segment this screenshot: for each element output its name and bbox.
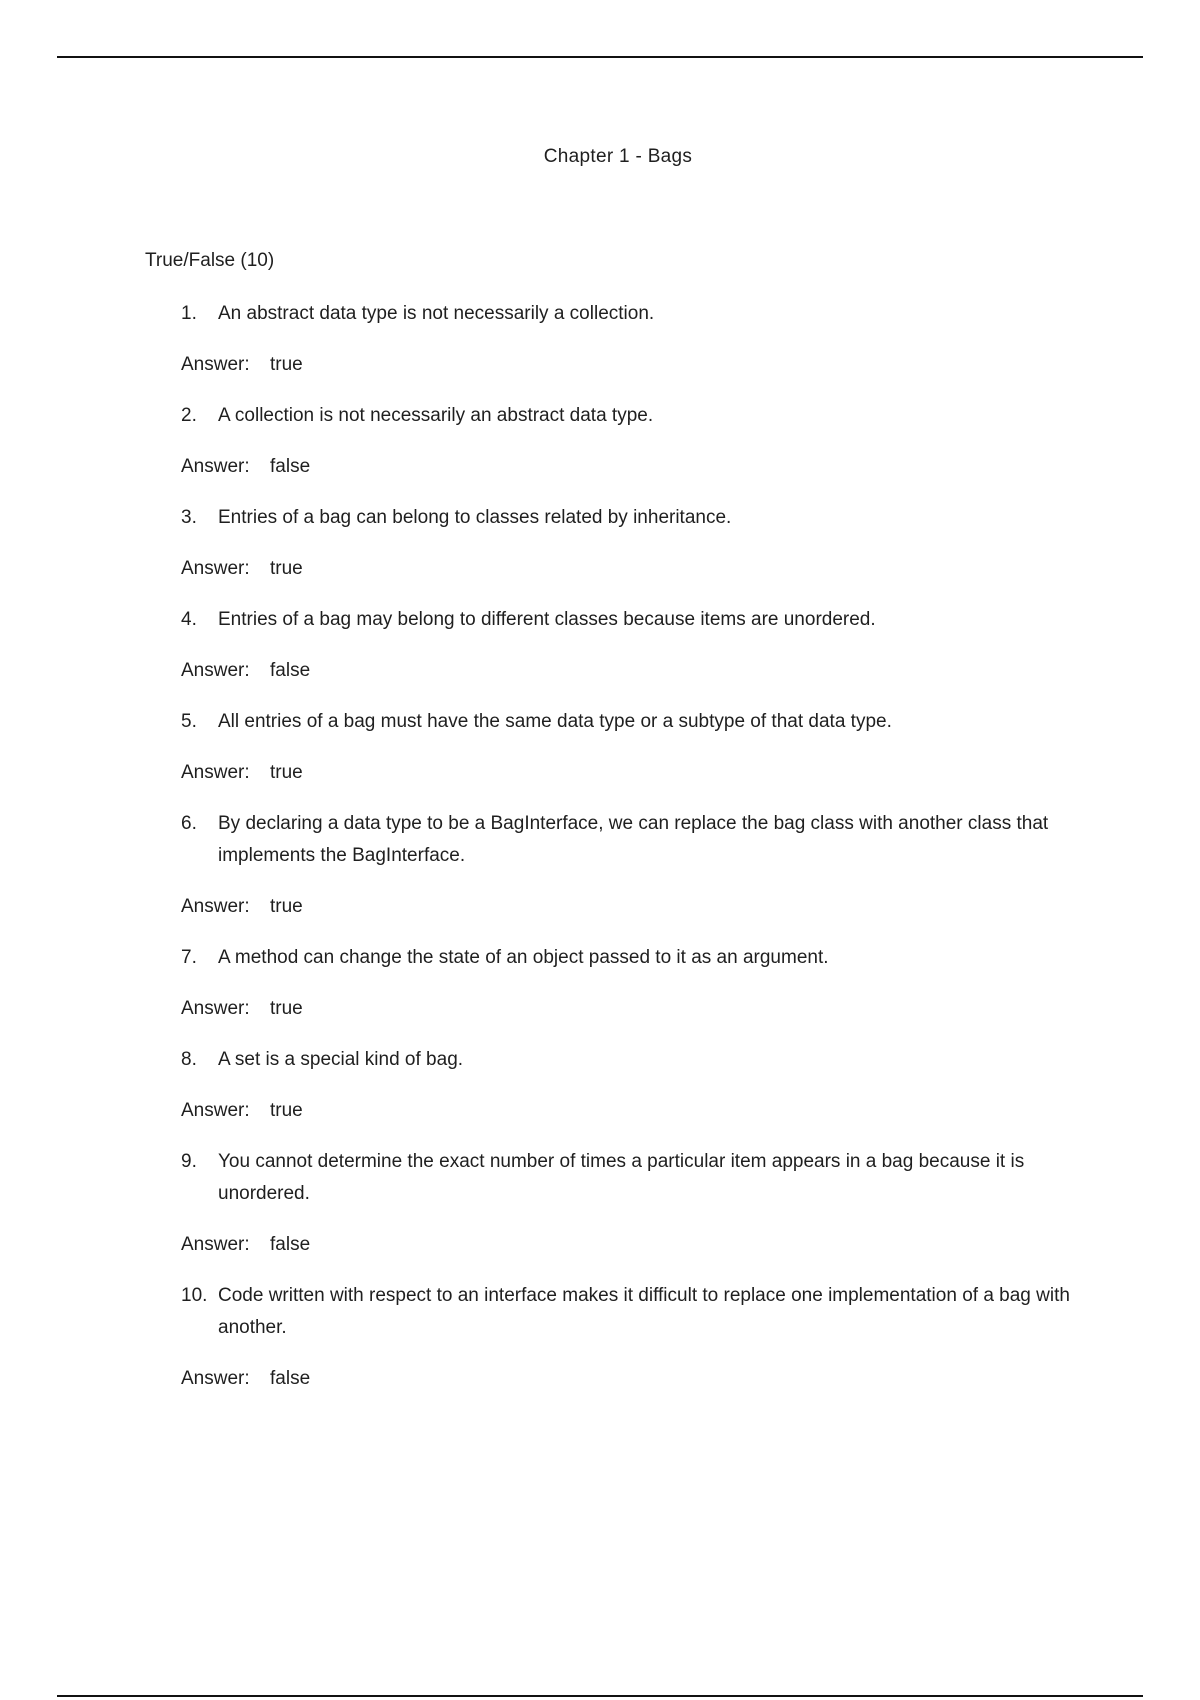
question-number: 5. [181,711,197,732]
question-number: 3. [181,507,197,528]
question-item [181,1044,1086,1127]
question-text: All entries of a bag must have the same data type or a subtype of that data type. [218,711,892,732]
question-item [181,1280,1086,1395]
answer-line [181,553,1086,585]
answer-line [181,451,1086,483]
answer-line [181,1095,1086,1127]
question-text: You cannot determine the exact number of times a particular item appears in a bag because it is unordered. [218,1151,1025,1204]
question-item [181,502,1086,585]
answer-line [181,993,1086,1025]
question-item [181,400,1086,483]
question-item [181,808,1086,923]
answer-line [181,349,1086,381]
answer-label: Answer: [181,896,250,917]
question-text: Entries of a bag can belong to classes related by inheritance. [218,507,732,528]
header-rule [57,56,1143,58]
answer-label: Answer: [181,1234,250,1255]
answer-label: Answer: [181,456,250,477]
answer-label: Answer: [181,354,250,375]
answer-label: Answer: [181,660,250,681]
question-number: 6. [181,813,197,834]
question-number: 2. [181,405,197,426]
answer-label: Answer: [181,998,250,1019]
answer-value: true [270,1100,303,1121]
answer-value: false [270,1368,311,1389]
answer-value: true [270,762,303,783]
question-text: A collection is not necessarily an abstract data type. [218,405,654,426]
answer-line [181,655,1086,687]
footer-rule [57,1695,1143,1697]
question-number: 1. [181,303,197,324]
answer-value: true [270,558,303,579]
question-text: A method can change the state of an object passed to it as an argument. [218,947,829,968]
question-item [181,604,1086,687]
answer-label: Answer: [181,558,250,579]
answer-value: true [270,896,303,917]
question-text: Entries of a bag may belong to different classes because items are unordered. [218,609,876,630]
question-number: 7. [181,947,197,968]
question-text: By declaring a data type to be a BagInterface, we can replace the bag class with another class that implements the BagInterface. [218,813,1049,866]
question-list [181,298,1086,1414]
answer-label: Answer: [181,762,250,783]
answer-label: Answer: [181,1368,250,1389]
question-text: An abstract data type is not necessarily a collection. [218,303,655,324]
answer-line [181,757,1086,789]
answer-value: true [270,354,303,375]
answer-value: false [270,1234,311,1255]
section-heading: True/False (10) [145,250,275,271]
question-text: Code written with respect to an interface makes it difficult to replace one implementation of a bag with another. [218,1285,1070,1338]
question-item [181,298,1086,381]
question-number: 10. [181,1285,208,1306]
answer-value: true [270,998,303,1019]
question-number: 8. [181,1049,197,1070]
answer-line [181,891,1086,923]
answer-line [181,1229,1086,1261]
page-title: Chapter 1 - Bags [543,146,693,167]
answer-value: false [270,660,311,681]
question-item [181,706,1086,789]
question-item [181,1146,1086,1261]
answer-line [181,1363,1086,1395]
question-number: 4. [181,609,197,630]
answer-label: Answer: [181,1100,250,1121]
question-number: 9. [181,1151,197,1172]
answer-value: false [270,456,311,477]
question-text: A set is a special kind of bag. [218,1049,464,1070]
question-item [181,942,1086,1025]
